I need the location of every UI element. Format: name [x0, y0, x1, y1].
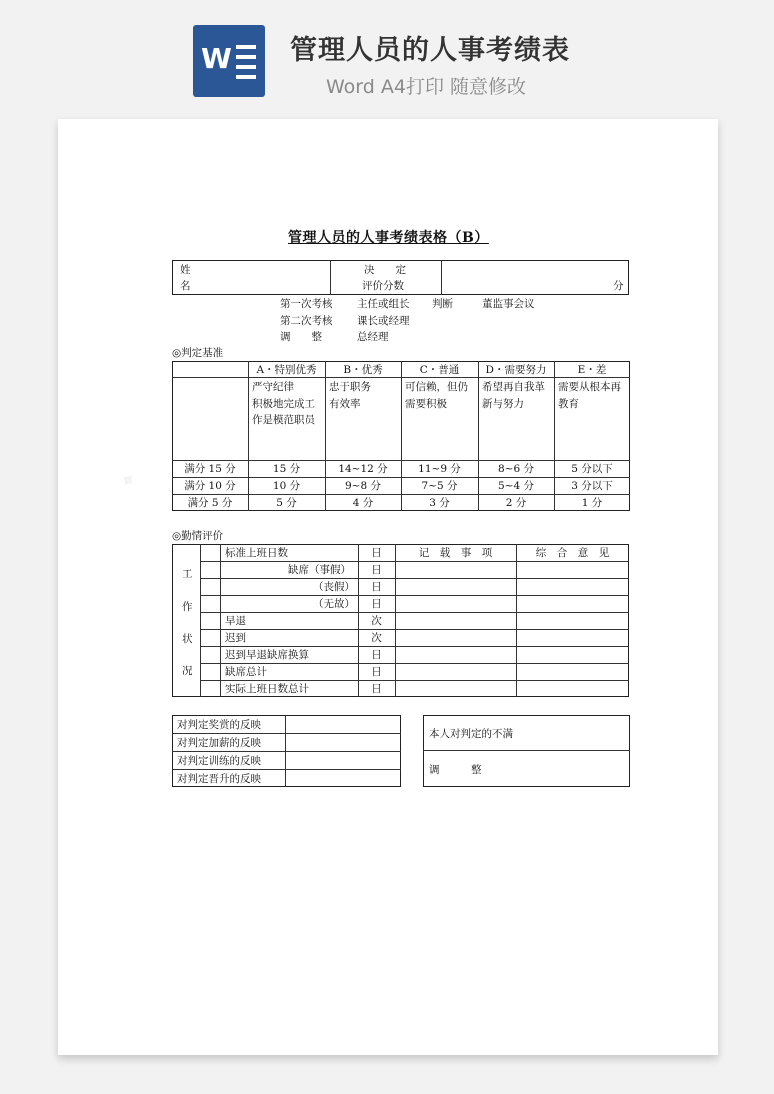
banner-subtitle: Word A4打印 随意修改 — [326, 76, 527, 98]
grade-e: E・差 — [577, 364, 607, 376]
criteria-section-title: ◎判定基准 — [172, 347, 224, 359]
desc-a-2: 积极地完成工 — [252, 398, 315, 410]
review-second: 第二次考核 — [280, 315, 333, 327]
side-label: 状 — [182, 633, 193, 645]
attendance-row-label: 缺席（事假） — [288, 564, 351, 576]
attendance-unit: 次 — [371, 615, 382, 627]
desc-e-2: 教育 — [558, 398, 579, 410]
desc-d-2: 新与努力 — [482, 398, 524, 410]
score-cell: 2 分 — [505, 497, 527, 509]
attendance-unit: 日 — [371, 598, 382, 610]
attendance-row-label: 缺席总计 — [225, 666, 267, 678]
attendance-row-label: （丧假） — [313, 581, 355, 593]
desc-e-1: 需要从根本再 — [558, 381, 621, 393]
attendance-row-label: 迟到 — [225, 632, 246, 644]
attendance-unit: 日 — [371, 666, 382, 678]
grade-c: C・普通 — [419, 364, 460, 376]
reflect-raise: 对判定加薪的反映 — [177, 737, 261, 749]
grade-d: D・需要努力 — [485, 364, 547, 376]
reflect-promotion: 对判定晋升的反映 — [177, 773, 261, 785]
score-cell: 3 分 — [429, 497, 450, 509]
side-label: 况 — [182, 665, 193, 677]
banner — [0, 0, 774, 110]
adjust-label: 调 整 — [429, 764, 482, 776]
reflect-reward: 对判定奖赏的反映 — [177, 719, 261, 731]
score-cell: 3 分以下 — [571, 480, 613, 492]
name-label-1: 姓 — [180, 264, 191, 276]
score-cell: 14~12 分 — [338, 463, 388, 475]
desc-d-1: 希望再自我革 — [482, 381, 545, 393]
desc-b-2: 有效率 — [329, 398, 361, 410]
attendance-row-label: 早退 — [225, 615, 246, 627]
review-second-by: 课长或经理 — [357, 315, 410, 327]
score-cell: 8~6 分 — [498, 463, 534, 475]
score-cell: 9~8 分 — [345, 480, 381, 492]
opinion-header: 综 合 意 见 — [535, 547, 610, 559]
review-adjust: 调 整 — [280, 331, 322, 343]
score-cell: 5~4 分 — [498, 480, 534, 492]
attendance-row-label: 迟到早退缺席换算 — [225, 649, 309, 661]
record-header: 记 载 事 项 — [418, 547, 493, 559]
dissatisfied-label: 本人对判定的不满 — [429, 728, 513, 740]
score-cell: 7~5 分 — [421, 480, 458, 492]
desc-a-3: 作是模范职员 — [252, 414, 315, 426]
attendance-row-label: 标准上班日数 — [225, 547, 288, 559]
watermark — [112, 466, 141, 497]
score-row-label: 满分 15 分 — [184, 463, 236, 475]
desc-c-2: 需要积极 — [405, 398, 447, 410]
score-row-label: 满分 10 分 — [184, 480, 236, 492]
attendance-unit: 日 — [371, 547, 382, 559]
attendance-unit: 次 — [371, 632, 382, 644]
grade-b: B・优秀 — [343, 364, 383, 376]
attendance-unit: 日 — [371, 683, 382, 695]
score-cell: 4 分 — [352, 497, 374, 509]
decide-label: 决 定 — [364, 264, 406, 276]
desc-c-1: 可信赖，但仍 — [405, 381, 468, 393]
document-title: 管理人员的人事考绩表格（B） — [288, 230, 489, 246]
review-first: 第一次考核 — [280, 298, 333, 310]
score-cell: 10 分 — [272, 480, 301, 492]
score-cell: 11~9 分 — [418, 463, 461, 475]
reflect-training: 对判定训练的反映 — [177, 755, 261, 767]
side-label: 工 — [182, 568, 193, 580]
score-cell: 5 分以下 — [571, 463, 613, 475]
attendance-unit: 日 — [371, 581, 382, 593]
word-icon — [193, 25, 265, 97]
score-cell: 5 分 — [276, 497, 297, 509]
review-judge: 判断 — [432, 298, 453, 310]
score-cell: 15 分 — [272, 463, 301, 475]
score-label: 评价分数 — [362, 280, 404, 292]
review-adjust-by: 总经理 — [357, 331, 389, 343]
review-first-by: 主任或组长 — [357, 298, 410, 310]
banner-title: 管理人员的人事考绩表 — [290, 35, 570, 66]
desc-a-1: 严守纪律 — [252, 381, 294, 393]
score-row-label: 满分 5 分 — [187, 497, 233, 509]
word-logo-letter: W — [201, 42, 232, 75]
score-cell: 1 分 — [581, 497, 603, 509]
document-page — [58, 119, 718, 1055]
grade-a: A・特别优秀 — [256, 364, 317, 376]
name-label-2: 名 — [180, 280, 191, 292]
review-board: 董监事会议 — [482, 298, 535, 310]
desc-b-1: 忠于职务 — [329, 381, 371, 393]
score-unit: 分 — [613, 280, 624, 292]
attendance-section-title: ◎勤情评价 — [172, 530, 224, 542]
side-label: 作 — [182, 601, 193, 613]
attendance-unit: 日 — [371, 649, 382, 661]
dissatisfaction-table — [423, 715, 630, 787]
attendance-row-label: （无故） — [313, 598, 355, 610]
attendance-unit: 日 — [371, 564, 382, 576]
attendance-row-label: 实际上班日数总计 — [225, 683, 309, 695]
